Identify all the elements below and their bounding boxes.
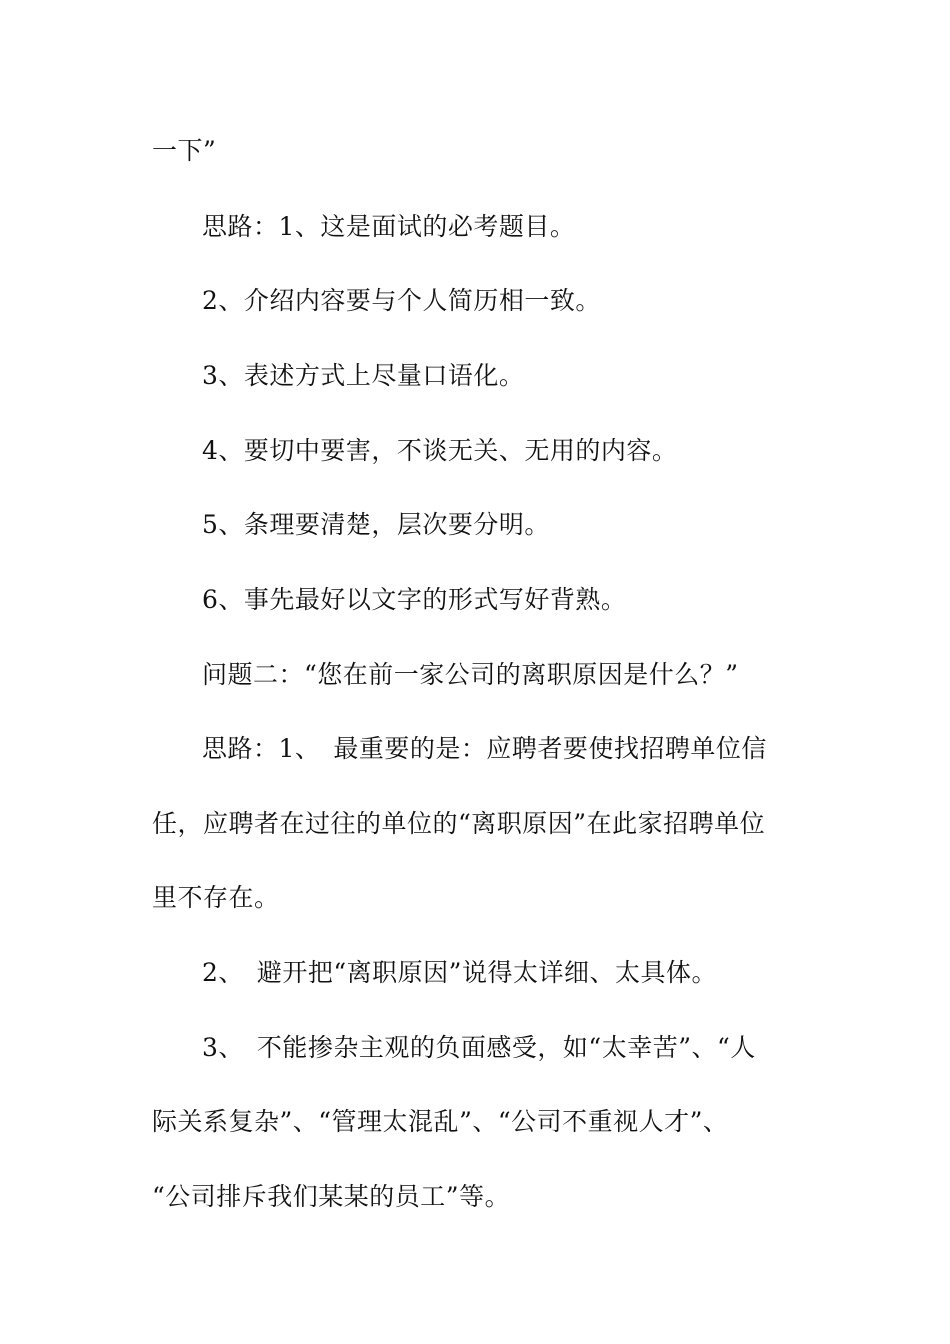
text-line: 里不存在。	[152, 883, 280, 912]
text-line: 问题二：“您在前一家公司的离职原因是什么？”	[202, 660, 739, 689]
text-line: 思路：1、这是面试的必考题目。	[202, 212, 576, 241]
text-line: 任，应聘者在过往的单位的“离职原因”在此家招聘单位	[152, 809, 766, 838]
text-line: “公司排斥我们某某的员工”等。	[152, 1182, 511, 1211]
text-line: 2、介绍内容要与个人简历相一致。	[202, 286, 601, 315]
text-line: 一下”	[152, 136, 217, 165]
text-line: 2、 避开把“离职原因”说得太详细、太具体。	[202, 958, 717, 987]
text-line: 3、 不能掺杂主观的负面感受，如“太幸苦”、“人	[202, 1033, 756, 1062]
text-line: 3、表述方式上尽量口语化。	[202, 361, 525, 390]
text-line: 际关系复杂”、“管理太混乱”、“公司不重视人才”、	[152, 1107, 729, 1136]
text-line: 4、要切中要害，不谈无关、无用的内容。	[202, 436, 678, 465]
text-line: 5、条理要清楚，层次要分明。	[202, 510, 550, 539]
text-line: 6、事先最好以文字的形式写好背熟。	[202, 585, 627, 614]
text-line: 思路：1、 最重要的是：应聘者要使找招聘单位信	[202, 734, 767, 763]
